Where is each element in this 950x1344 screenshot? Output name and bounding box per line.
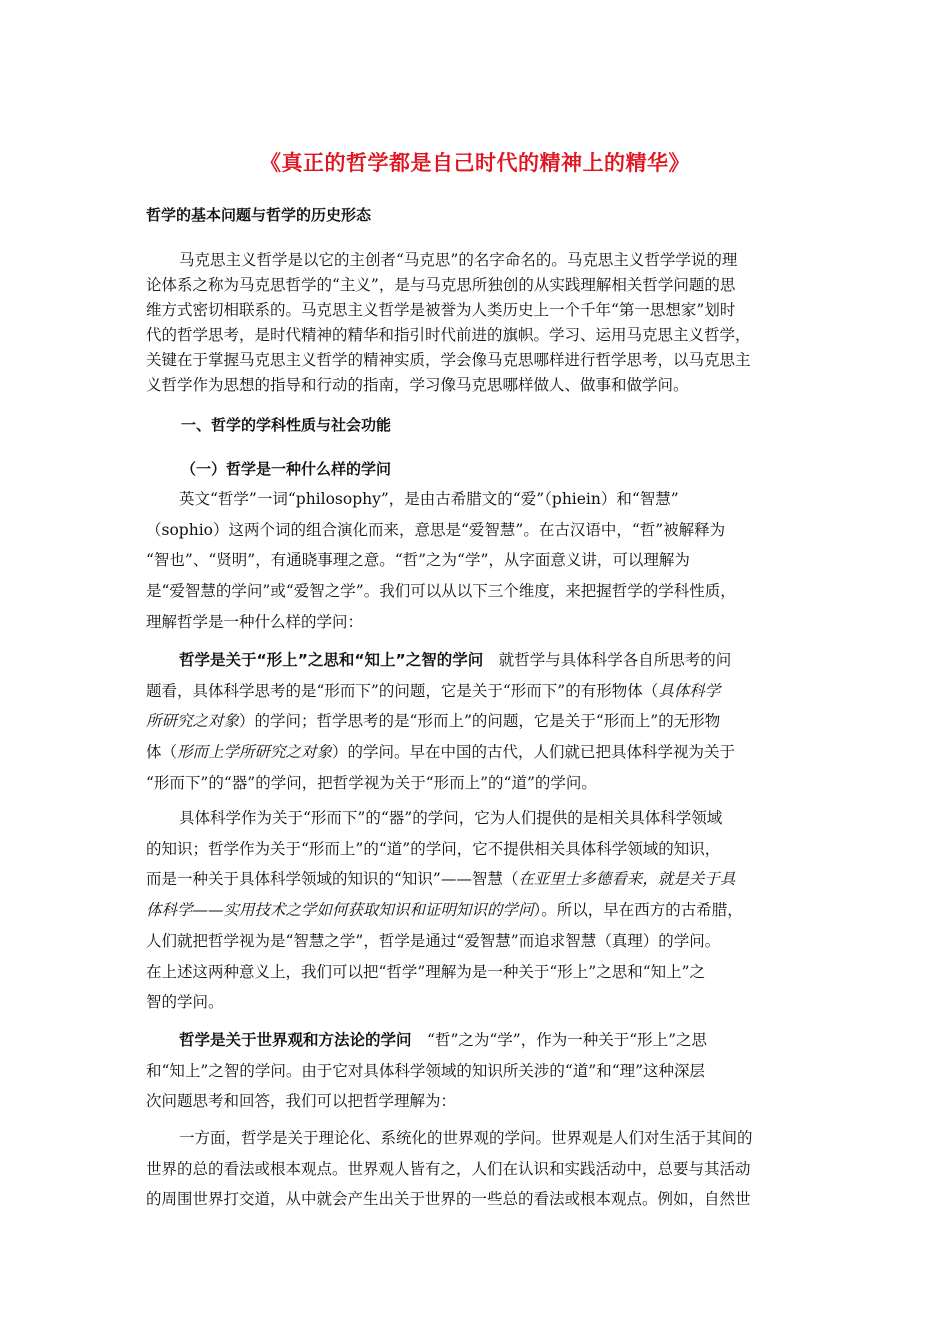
text-line: [146, 645, 811, 676]
text-line: 理解哲学是一种什么样的学问：: [146, 612, 364, 631]
text-line: 是“爱智慧的学问”或“爱智之学”。我们可以从以下三个维度，来把握哲学的学科性质，: [146, 582, 736, 601]
subsection-heading: （一）哲学是一种什么样的学问: [181, 460, 392, 478]
text-run: 体（: [146, 743, 178, 762]
text-line: 代的哲学思考，是时代精神的精华和指引时代前进的旗帜。学习、运用马克思主义哲学，: [146, 326, 751, 344]
text-line: 马克思主义哲学是以它的主创者“马克思”的名字命名的。马克思主义哲学学说的理: [179, 251, 738, 269]
text-line: 关键在于掌握马克思主义哲学的精神实质，学会像马克思哪样进行哲学思考，以马克思主: [146, 351, 751, 369]
text-run: ）的学问；哲学思考的是“形而上”的问题，它是关于“形而上”的无形物: [239, 712, 721, 731]
text-line: “形而下”的“器”的学问，把哲学视为关于“形而上”的“道”的学问。: [146, 773, 597, 792]
italic-run: 所研究之对象: [146, 712, 240, 731]
intro-paragraph: [146, 248, 806, 398]
paragraph-one-hand: [146, 1123, 811, 1215]
text-run: 题看，具体科学思考的是“形而下”的问题，它是关于“形而下”的有形物体（: [146, 681, 659, 700]
text-line: 义哲学作为思想的指导和行动的指南，学习像马克思哪样做人、做事和做学问。: [146, 376, 689, 394]
paragraph-etymology: [146, 484, 811, 638]
text-line: 人们就把哲学视为是“智慧之学”，哲学是通过“爱智慧”而追求智慧（真理）的学问。: [146, 931, 721, 950]
text-line: 在上述这两种意义上，我们可以把“哲学”理解为是一种关于“形上”之思和“知上”之: [146, 962, 706, 981]
text-line: “智也”、“贤明”，有通晓事理之意。“哲”之为“学”，从字面意义讲，可以理解为: [146, 551, 690, 570]
text-line: 英文“哲学”一词“philosophy”，是由古希腊文的“爱”（phiein）和“智慧”: [179, 490, 679, 508]
text-line: [146, 1025, 811, 1056]
section-heading: 一、哲学的学科性质与社会功能: [181, 416, 392, 434]
text-line: 世界的总的看法或根本观点。世界观人皆有之，人们在认识和实践活动中，总要与其活动: [146, 1159, 751, 1178]
text-line: 的周围世界打交道，从中就会产生出关于世界的一些总的看法或根本观点。例如，自然世: [146, 1190, 751, 1209]
text-run: “哲”之为“学”，作为一种关于“形上”之思: [411, 1031, 708, 1049]
text-line: [146, 895, 811, 926]
paragraph-metaphysics: [146, 645, 811, 799]
italic-run: 形而上学所研究之对象: [177, 743, 333, 762]
text-line: 和“知上”之智的学问。由于它对具体科学领域的知识所关涉的“道”和“理”这种深层: [146, 1061, 706, 1080]
italic-run: 具体科学: [658, 681, 721, 700]
text-line: 一方面，哲学是关于理论化、系统化的世界观的学问。世界观是人们对生活于其间的: [179, 1129, 753, 1147]
text-line: [146, 676, 811, 707]
text-line: 论体系之称为马克思哲学的“主义”，是与马克思所独创的从实践理解相关哲学问题的思: [146, 276, 736, 294]
italic-run: 在亚里士多德看来，就是关于具: [518, 870, 736, 889]
text-run: 就哲学与具体科学各自所思考的问: [483, 651, 732, 669]
text-line: （sophio）这两个词的组合演化而来，意思是“爱智慧”。在古汉语中，“哲”被解释为: [146, 520, 726, 539]
text-line: [146, 737, 811, 768]
bold-lead: 哲学是关于“形上”之思和“知上”之智的学问: [179, 651, 484, 669]
text-line: 维方式密切相联系的。马克思主义哲学是被誉为人类历史上一个千年“第一思想家”划时: [146, 301, 736, 319]
text-line: 次问题思考和回答，我们可以把哲学理解为：: [146, 1092, 457, 1111]
text-line: 智的学问。: [146, 993, 224, 1012]
document-title: 《真正的哲学都是自己时代的精神上的精华》: [260, 151, 690, 175]
bold-lead: 哲学是关于世界观和方法论的学问: [179, 1031, 412, 1049]
text-line: 具体科学作为关于“形而下”的“器”的学问，它为人们提供的是相关具体科学领域: [179, 809, 723, 827]
document-subtitle: 哲学的基本问题与哲学的历史形态: [146, 206, 372, 224]
italic-run: 体科学——实用技术之学如何获取知识和证明知识的学问: [146, 901, 534, 920]
text-line: [146, 864, 811, 895]
text-run: ）的学问。早在中国的古代，人们就已把具体科学视为关于: [332, 743, 736, 762]
text-line: [146, 706, 811, 737]
paragraph-wisdom: [146, 803, 811, 1018]
paragraph-worldview: [146, 1025, 811, 1117]
text-run: ）。所以，早在西方的古希腊，: [533, 901, 743, 920]
text-line: 的知识；哲学作为关于“形而上”的“道”的学问，它不提供相关具体科学领域的知识，: [146, 839, 721, 858]
text-run: 而是一种关于具体科学领域的知识的“知识”——智慧（: [146, 870, 519, 889]
